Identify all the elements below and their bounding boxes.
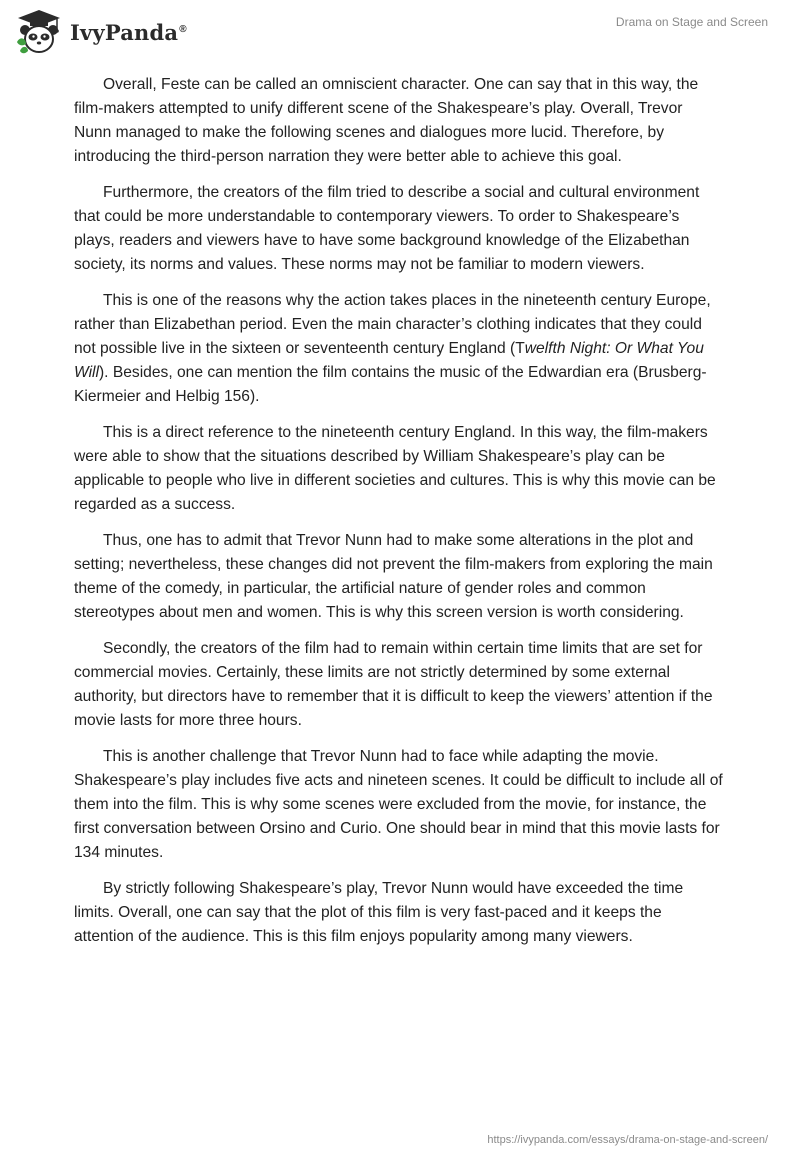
paragraph-3: [74, 289, 724, 409]
brand-name: IvyPanda®: [70, 19, 187, 45]
registered-mark: ®: [179, 23, 187, 35]
paragraph-5: Thus, one has to admit that Trevor Nunn had to make some alterations in the plot and setting; nevertheless, these changes did not prevent the film-makers from exploring the main theme of the comedy, in particular, the artificial nature of gender roles and common stereotypes about men and women. This is why this screen version is worth considering.: [74, 532, 713, 621]
panda-graduate-icon: [14, 8, 64, 56]
paragraph-8: By strictly following Shakespeare’s play, Trevor Nunn would have exceeded the time limits. Overall, one can say that the plot of this film is very fast-paced and it keeps the attention of the audience. This is this film enjoys popularity among many viewers.: [74, 880, 684, 945]
paragraph-3-text-before: This is one of the reasons why the action takes places in the nineteenth century Europe, rather than Elizabethan period. Even the main character’s clothing indicates that they could not possible live in the sixteen or seventeenth century England (T: [74, 292, 711, 357]
page-header: [0, 0, 800, 60]
paragraph-1: Overall, Feste can be called an omniscient character. One can say that in this way, the film-makers attempted to unify different scene of the Shakespeare’s play. Overall, Trevor Nunn managed to make the following scenes and dialogues more lucid. Therefore, by introducing the third-person narration they were better able to achieve this goal.: [74, 76, 699, 165]
essay-body: [74, 73, 724, 961]
paragraph-4: This is a direct reference to the nineteenth century England. In this way, the film-makers were able to show that the situations described by William Shakespeare’s play can be applicable to people who live in different societies and cultures. This is why this movie can be regarded as a success.: [74, 424, 716, 513]
document-title: Drama on Stage and Screen: [615, 15, 768, 29]
paragraph-6: Secondly, the creators of the film had to remain within certain time limits that are set for commercial movies. Certainly, these limits are not strictly determined by some external authority, but directors have to remember that it is difficult to keep the viewers’ attention if the movie lasts for more three hours.: [74, 640, 713, 729]
ivypanda-logo[interactable]: [14, 8, 187, 56]
paragraph-2: Furthermore, the creators of the film tried to describe a social and cultural environment that could be more understandable to contemporary viewers. To order to Shakespeare’s plays, readers and viewers have to have some background knowledge of the Elizabethan society, its norms and values. These norms may not be familiar to modern viewers.: [74, 184, 700, 273]
film-title-italic: welfth Night: Or What You Will: [74, 340, 704, 381]
source-url-link[interactable]: https://ivypanda.com/essays/drama-on-stage-and-screen/: [487, 1134, 768, 1146]
paragraph-7: This is another challenge that Trevor Nunn had to face while adapting the movie. Shakespeare’s play includes five acts and nineteen scenes. It could be difficult to include all of them into the film. This is why some scenes were excluded from the movie, for instance, the first conversation between Orsino and Curio. One should bear in mind that this movie lasts for 134 minutes.: [74, 748, 723, 861]
paragraph-3-text-after: ). Besides, one can mention the film contains the music of the Edwardian era (Brusberg-Kiermeier and Helbig 156).: [74, 364, 707, 405]
